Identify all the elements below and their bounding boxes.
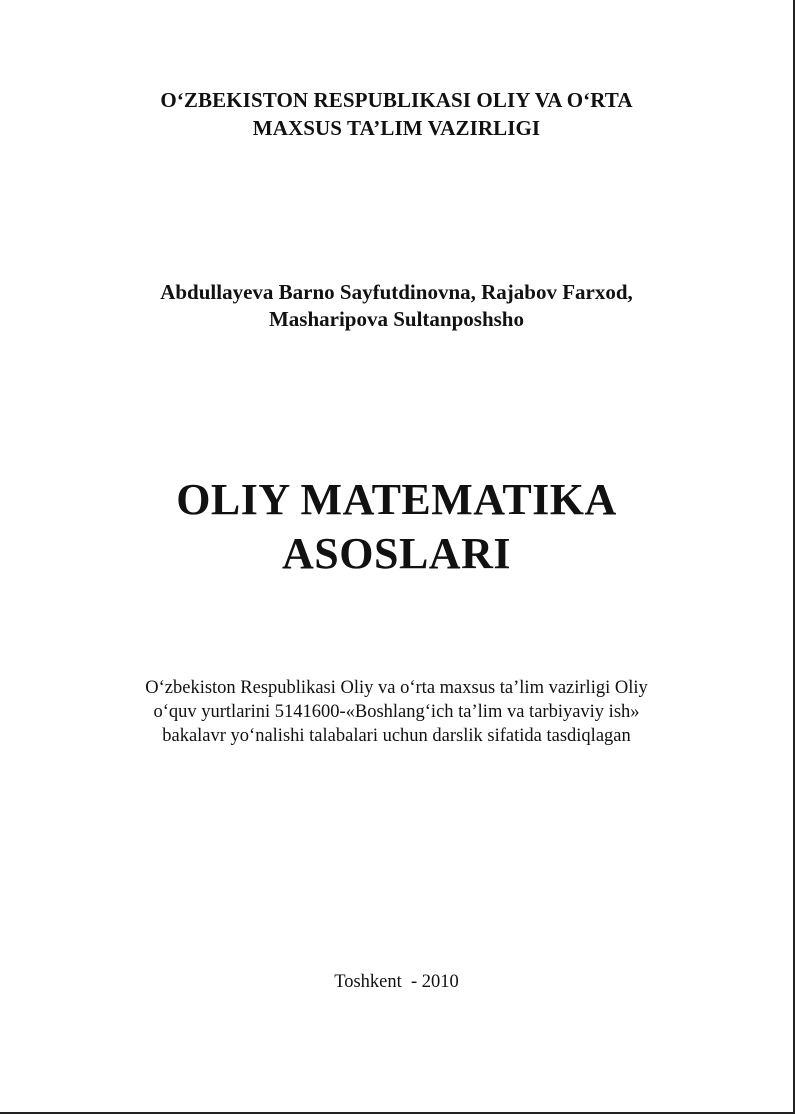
ministry-heading <box>0 86 793 142</box>
authors <box>0 279 793 333</box>
authors-line-2: Masharipova Sultanposhsho <box>268 307 524 331</box>
book-title-line-2: ASOSLARI <box>282 529 511 578</box>
approval-line-3: bakalavr yo‘nalishi talabalari uchun darslik sifatida tasdiqlagan <box>162 726 631 746</box>
book-title <box>0 473 793 581</box>
place-and-year: Toshkent - 2010 <box>334 972 459 992</box>
book-title-line-1: OLIY MATEMATIKA <box>176 475 617 524</box>
authors-line-1: Abdullayeva Barno Sayfutdinovna, Rajabov Farxod, <box>160 280 633 304</box>
approval-line-1: O‘zbekiston Respublikasi Oliy va o‘rta maxsus ta’lim vazirligi Oliy <box>145 678 648 698</box>
approval-line-2: o‘quv yurtlarini 5141600-«Boshlang‘ich ta’lim va tarbiyaviy ish» <box>153 702 640 722</box>
ministry-line-1: O‘ZBEKISTON RESPUBLIKASI OLIY VA O‘RTA <box>160 88 633 112</box>
ministry-line-2: MAXSUS TA’LIM VAZIRLIGI <box>252 116 541 140</box>
approval-statement <box>0 676 793 748</box>
